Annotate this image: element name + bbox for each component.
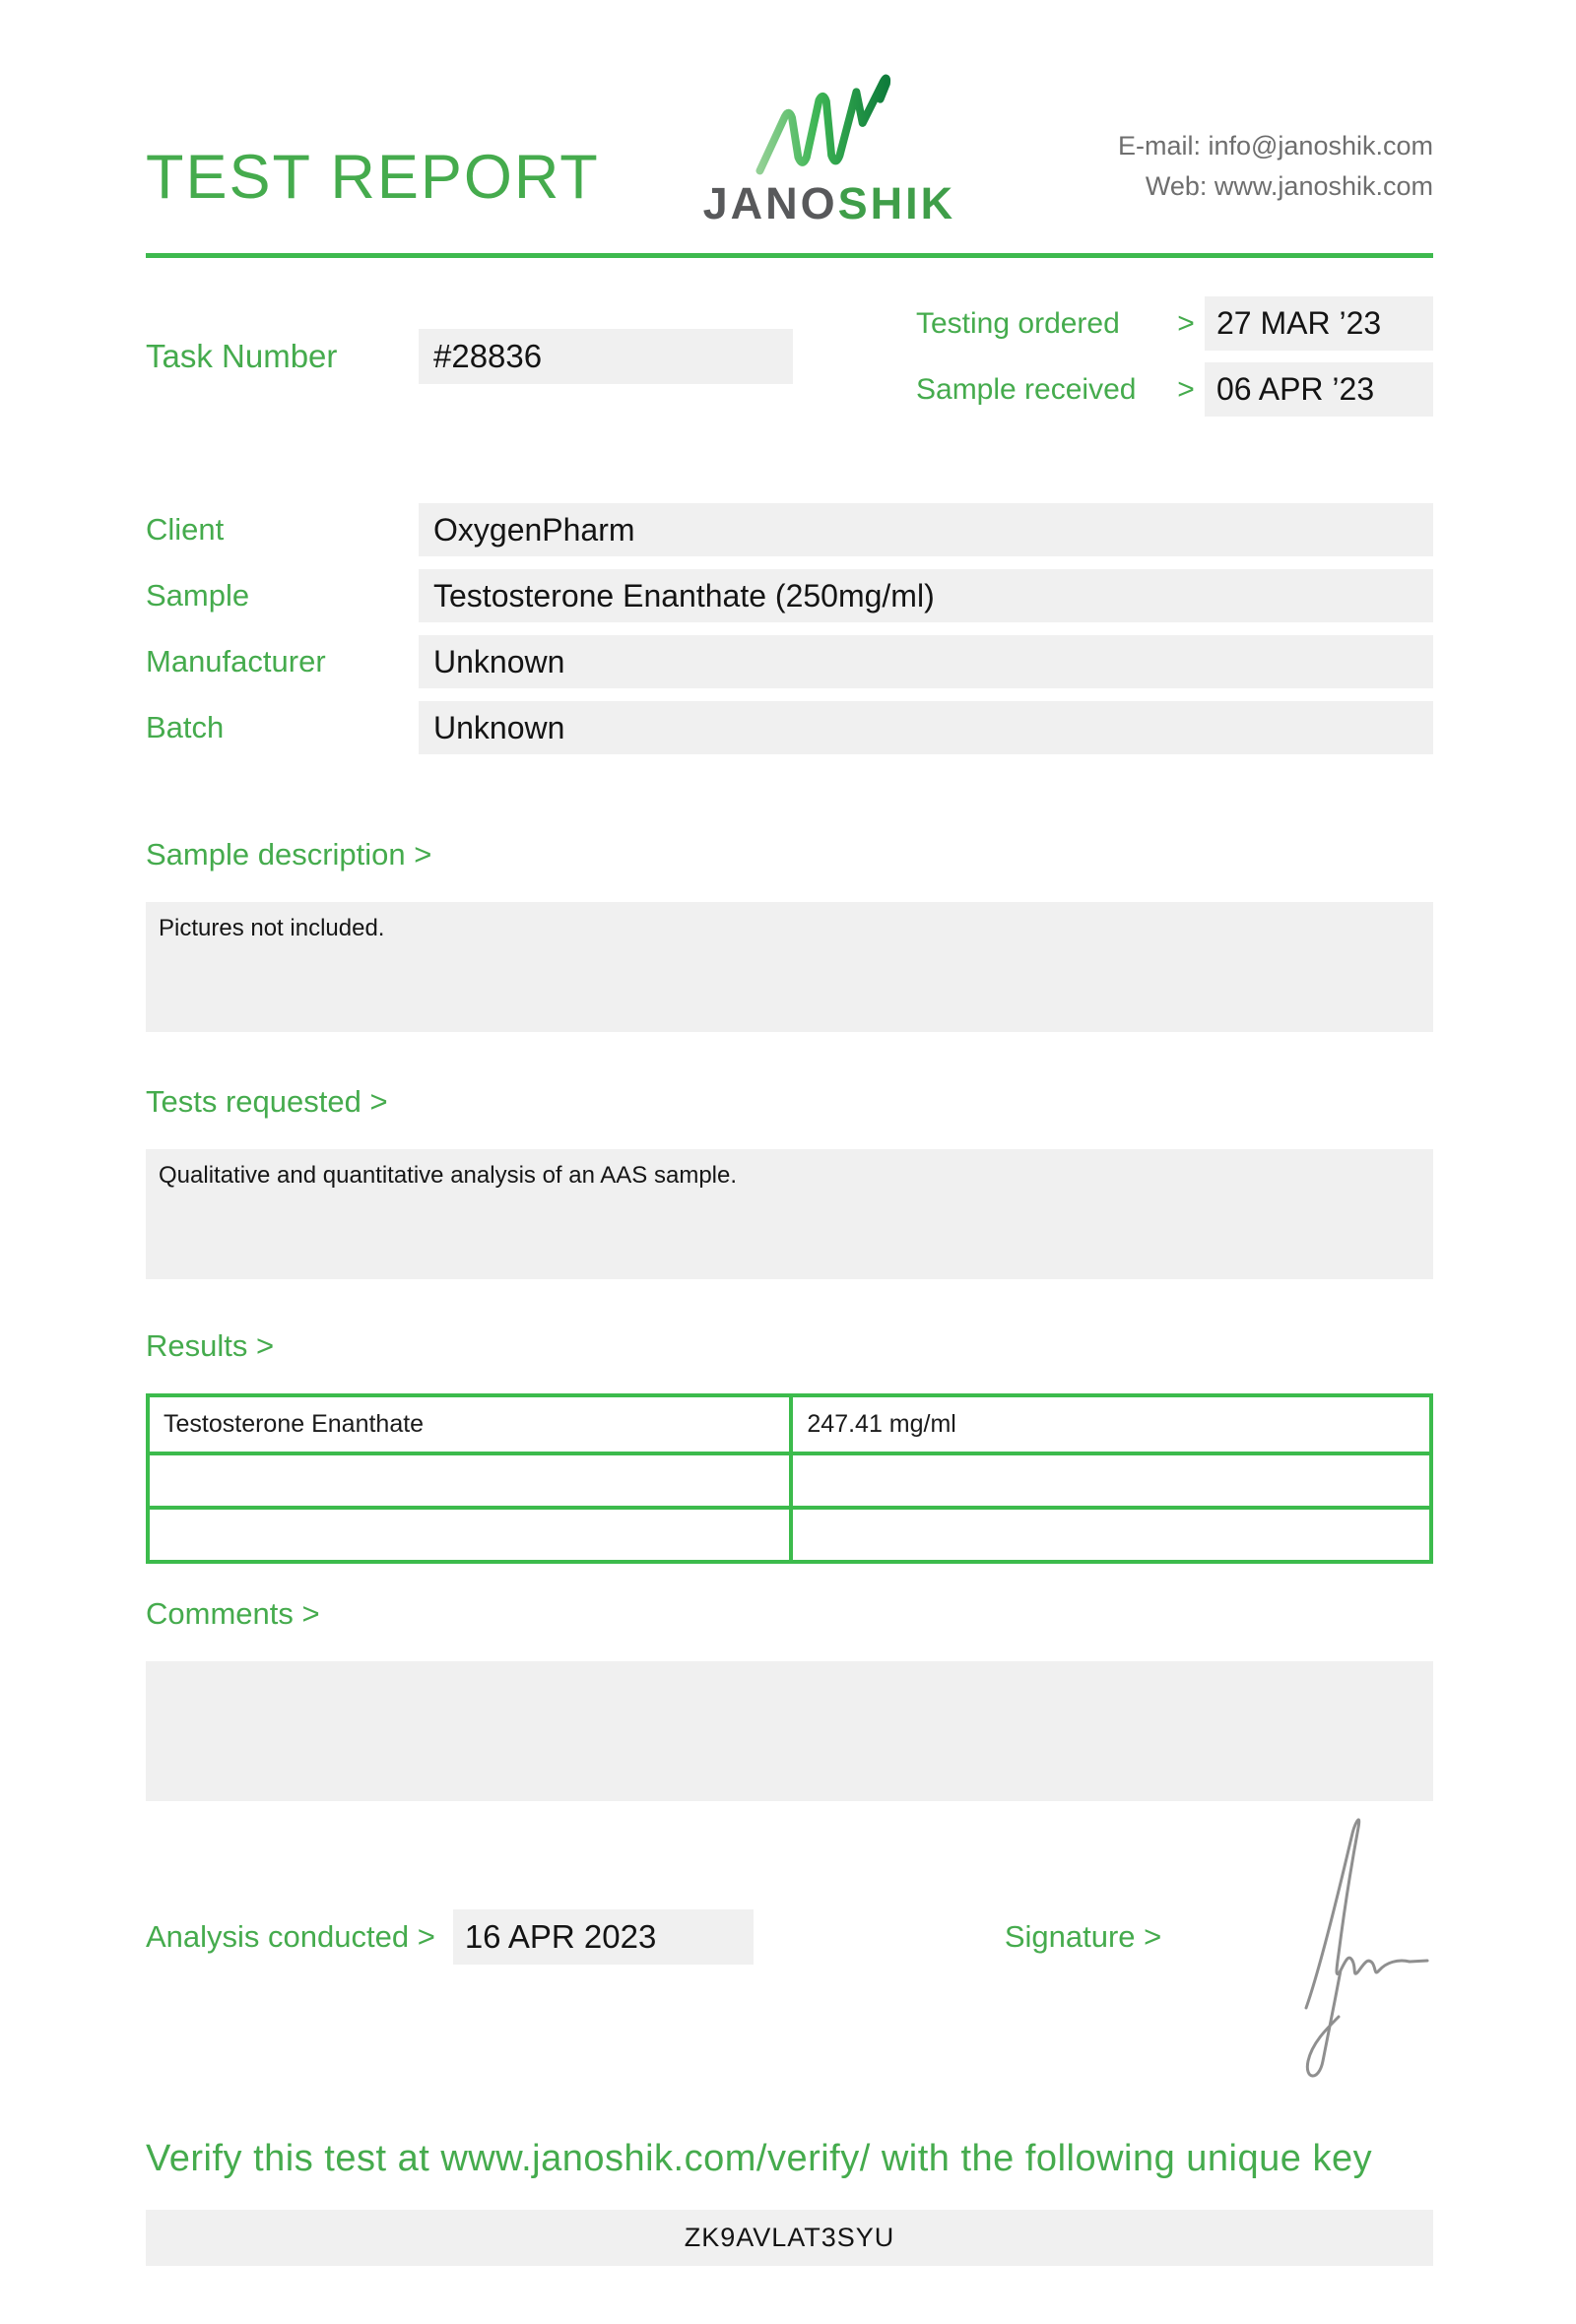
page-title: TEST REPORT (146, 143, 600, 212)
contact-info (1118, 126, 1433, 207)
date-rows (916, 296, 1433, 417)
result-substance: Testosterone Enanthate (150, 1397, 793, 1452)
analysis-signature-row (146, 1909, 1433, 1965)
manufacturer-row (146, 635, 1433, 688)
verify-instruction: Verify this test at www.janoshik.com/verify/ with the following unique key (146, 2138, 1373, 2179)
batch-value: Unknown (419, 701, 1433, 754)
comments-section (146, 1596, 1433, 1801)
comments-heading: Comments > (146, 1596, 320, 1631)
analysis-conducted-label: Analysis conducted > (146, 1919, 435, 1954)
results-table-row (150, 1506, 1429, 1560)
header-divider (146, 253, 1433, 258)
chevron-right-icon: > (1177, 306, 1195, 340)
comments-box (146, 1661, 1433, 1801)
chevron-right-icon: > (1177, 372, 1195, 406)
report-header (146, 0, 1433, 228)
result-concentration (793, 1510, 1429, 1560)
tests-requested-text: Qualitative and quantitative analysis of an AAS sample. (159, 1162, 738, 1189)
result-concentration (793, 1455, 1429, 1506)
sample-row (146, 569, 1433, 622)
sample-description-box (146, 902, 1433, 1032)
results-section (146, 1328, 1433, 1564)
growth-chart-icon (752, 69, 907, 179)
tests-requested-box (146, 1149, 1433, 1279)
testing-ordered-label: Testing ordered (916, 306, 1120, 340)
sample-received-label: Sample received (916, 372, 1137, 406)
testing-ordered-row (916, 296, 1433, 351)
sample-received-row (916, 362, 1433, 417)
client-row (146, 503, 1433, 556)
client-value: OxygenPharm (419, 503, 1433, 556)
sample-label: Sample (146, 578, 250, 613)
result-substance (150, 1510, 793, 1560)
sample-description-text: Pictures not included. (159, 915, 385, 941)
logo-wordmark-shik: SHIK (837, 178, 956, 228)
batch-label: Batch (146, 710, 225, 744)
results-table (146, 1393, 1433, 1564)
sample-value: Testosterone Enanthate (250mg/ml) (419, 569, 1433, 622)
sample-info-section (146, 503, 1433, 754)
task-meta-section (146, 296, 1433, 417)
results-heading: Results > (146, 1328, 275, 1363)
task-number-label: Task Number (146, 338, 338, 374)
contact-web: Web: www.janoshik.com (1145, 171, 1433, 201)
signature-scribble (1296, 1793, 1434, 2089)
testing-ordered-value: 27 MAR ’23 (1205, 296, 1433, 351)
unique-key: ZK9AVLAT3SYU (146, 2210, 1433, 2266)
result-concentration: 247.41 mg/ml (807, 1410, 956, 1438)
sample-received-value: 06 APR ’23 (1205, 362, 1433, 417)
contact-email: E-mail: info@janoshik.com (1117, 131, 1433, 161)
client-label: Client (146, 512, 225, 547)
logo-wordmark-jano: JANO (702, 178, 838, 228)
logo-wordmark (703, 179, 956, 228)
signature-label: Signature > (1004, 1919, 1162, 1954)
sample-description-heading: Sample description > (146, 837, 432, 872)
tests-requested-heading: Tests requested > (146, 1084, 388, 1119)
tests-requested-section (146, 1084, 1433, 1279)
results-table-row (150, 1397, 1429, 1452)
results-table-row (150, 1452, 1429, 1506)
task-number-row (146, 296, 793, 417)
comments-text (146, 1661, 1433, 1674)
batch-row (146, 701, 1433, 754)
manufacturer-value: Unknown (419, 635, 1433, 688)
analysis-conducted-value: 16 APR 2023 (453, 1909, 754, 1965)
janoshik-logo (703, 69, 956, 228)
task-number-value: #28836 (419, 329, 793, 384)
sample-description-section (146, 837, 1433, 1032)
result-substance (150, 1455, 793, 1506)
manufacturer-label: Manufacturer (146, 644, 326, 678)
